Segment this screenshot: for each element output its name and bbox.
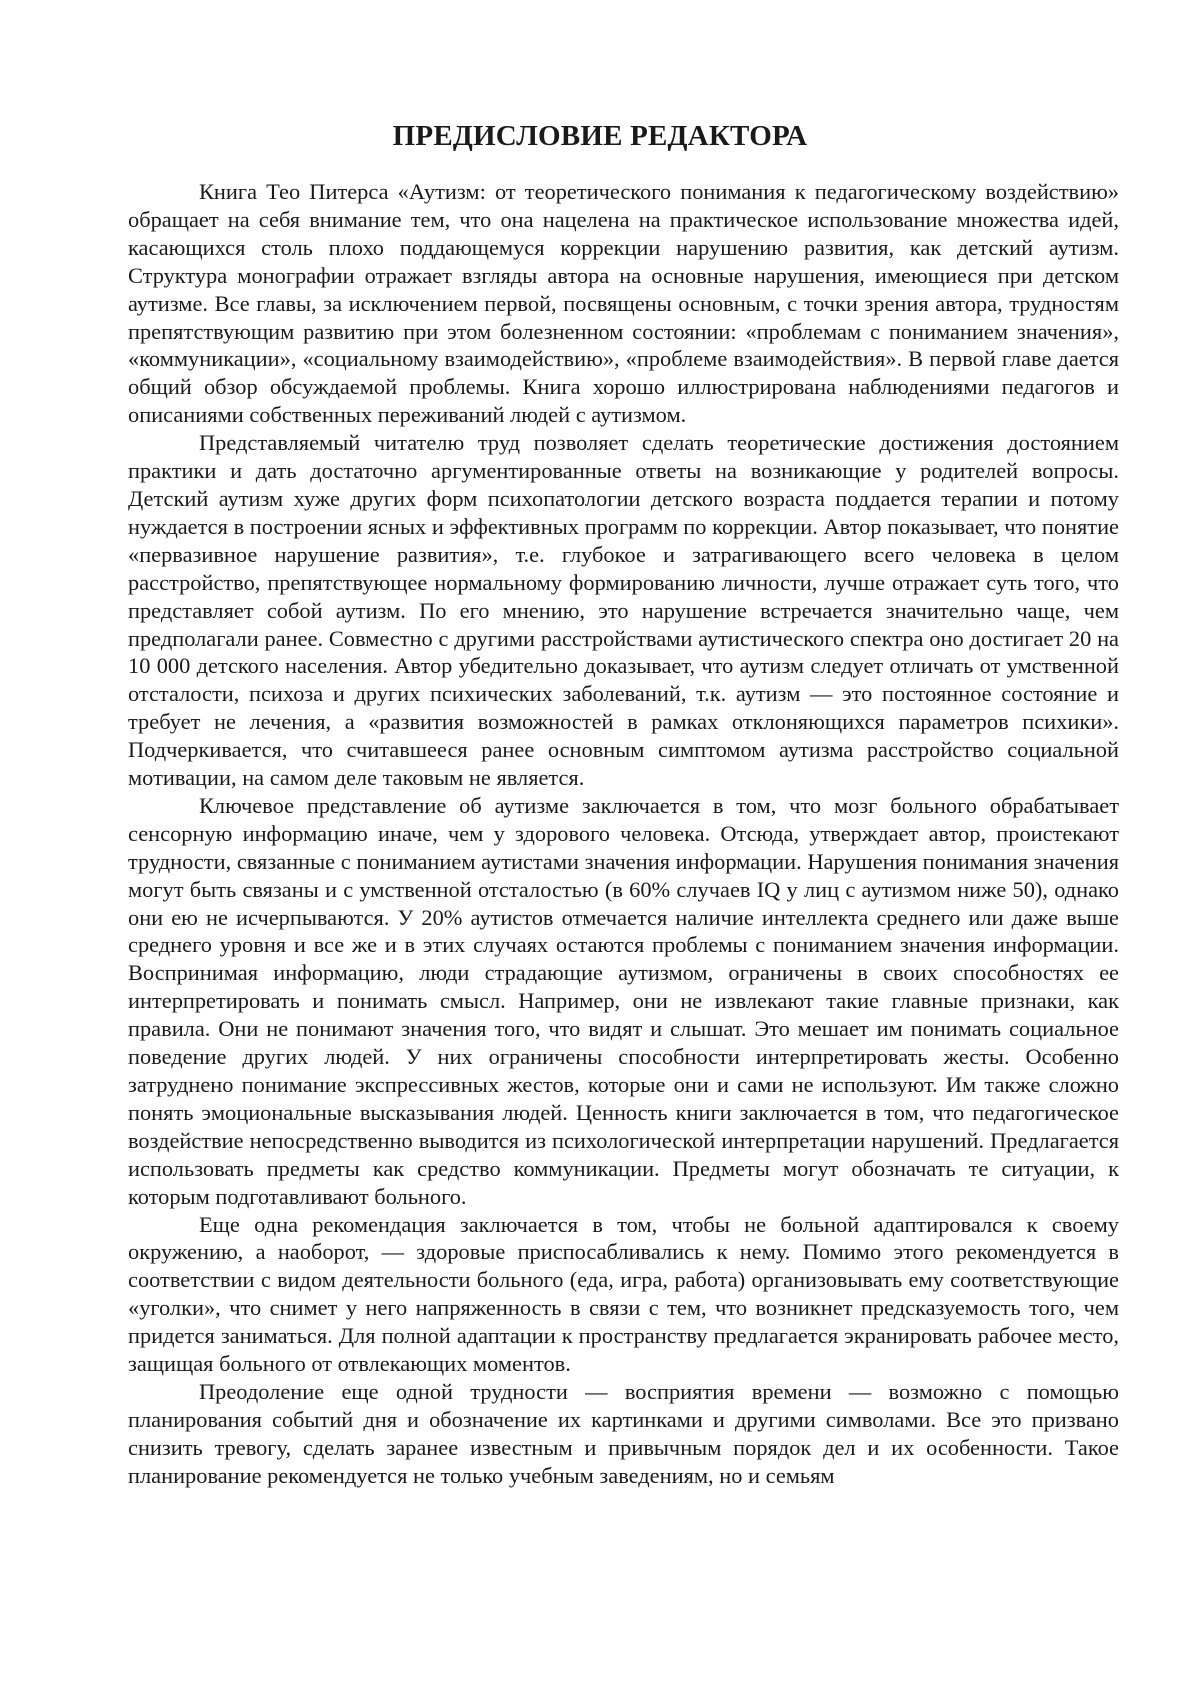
paragraph-5: Преодоление еще одной трудности — восприятия времени — возможно с помощью планирования событий дня и обозначение их картинками и другими символами. Все это призвано снизить тревогу, сделать заранее известным и привычным порядок дел и их особенности. Такое планирование рекомендуется не только учебным заведениям, но и семьям <box>128 1378 1119 1488</box>
page-title: ПРЕДИСЛОВИЕ РЕДАКТОРА <box>392 120 808 152</box>
paragraph-4: Еще одна рекомендация заключается в том, чтобы не больной адаптировался к своему окружению, а наоборот, — здоровые приспосабливались к нему. Помимо этого рекомендуется в соответствии с видом деятельности больного (еда, игра, работа) организовывать ему соответствующие «уголки», что снимет у него напряженность в связи с тем, что возникнет предсказуемость того, чем придется заниматься. Для полной адаптации к пространству предлагается экранировать рабочее место, защищая больного от отвлекающих моментов. <box>128 1211 1119 1377</box>
paragraph-3: Ключевое представление об аутизме заключается в том, что мозг больного обрабатывает сенсорную информацию иначе, чем у здорового человека. Отсюда, утверждает автор, проистекают трудности, связанные с пониманием аутистами значения информации. Нарушения понимания значения могут быть связаны и с умственной отсталостью (в 60% случаев IQ у лиц с аутизмом ниже 50), однако они ею не исчерпываются. У 20% аутистов отмечается наличие интеллекта среднего или даже выше среднего уровня и все же и в этих случаях остаются проблемы с пониманием значения информации. Воспринимая информацию, люди страдающие аутизмом, ограничены в своих способностях ее интерпретировать и понимать смысл. Например, они не извлекают такие главные признаки, как правила. Они не понимают значения того, что видят и слышат. Это мешает им понимать социальное поведение других людей. У них ограничены способности интерпретировать жесты. Особенно затруднено понимание экспрессивных жестов, которые они и сами не используют. Им также сложно понять эмоциональные высказывания людей. Ценность книги заключается в том, что педагогическое воздействие непосредственно выводится из психологической интерпретации нарушений. Предлагается использовать предметы как средство коммуникации. Предметы могут обозначать те ситуации, к которым подготавливают больного. <box>128 792 1119 1209</box>
paragraph-1: Книга Тео Питерса «Аутизм: от теоретического понимания к педагогическому воздействию» обращает на себя внимание тем, что она нацелена на практическое использование множества идей, касающихся столь плохо поддающемуся коррекции нарушению развития, как детский аутизм. Структура монографии отражает взгляды автора на основные нарушения, имеющиеся при детском аутизме. Все главы, за исключением первой, посвящены основным, с точки зрения автора, трудностям препятствующим развитию при этом болезненном состоянии: «проблемам с пониманием значения», «коммуникации», «социальному взаимодействию», «проблеме взаимодействия». В первой главе дается общий обзор обсуждаемой проблемы. Книга хорошо иллюстрирована наблюдениями педагогов и описаниями собственных переживаний людей с аутизмом. <box>128 179 1119 428</box>
paragraph-2: Представляемый читателю труд позволяет сделать теоретические достижения достоянием практики и дать достаточно аргументированные ответы на возникающие у родителей вопросы. Детский аутизм хуже других форм психопатологии детского возраста поддается терапии и потому нуждается в построении ясных и эффективных программ по коррекции. Автор показывает, что понятие «первазивное нарушение развития», т.е. глубокое и затрагивающего всего человека в целом расстройство, препятствующее нормальному формированию личности, лучше отражает суть того, что представляет собой аутизм. По его мнению, это нарушение встречается значительно чаще, чем предполагали ранее. Совместно с другими расстройствами аутистического спектра оно достигает 20 на 10 000 детского населения. Автор убедительно доказывает, что аутизм следует отличать от умственной отсталости, психоза и других психических заболеваний, т.к. аутизм — это постоянное состояние и требует не лечения, а «развития возможностей в рамках отклоняющихся параметров психики». Подчеркивается, что считавшееся ранее основным симптомом аутизма расстройство социальной мотивации, на самом деле таковым не является. <box>128 430 1119 791</box>
body-text <box>128 178 1119 1490</box>
